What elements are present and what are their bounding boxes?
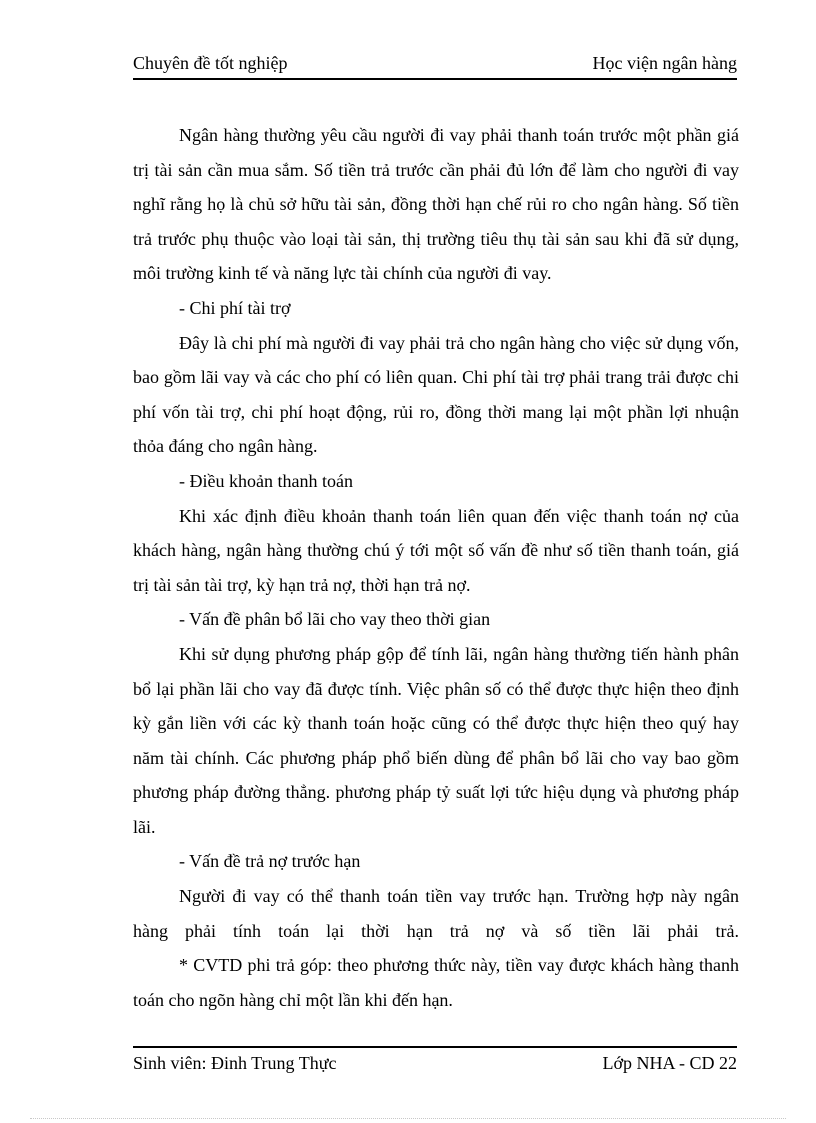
page-body bbox=[133, 118, 739, 1017]
paragraph-non-installment-loan: * CVTD phi trả góp: theo phương thức này, tiền vay được khách hàng thanh toán cho ngõn hàng chỉ một lần khi đến hạn. bbox=[133, 955, 739, 1010]
header-document-type: Chuyên đề tốt nghiệp bbox=[133, 53, 288, 73]
paragraph-financing-cost: Đây là chi phí mà người đi vay phải trả cho ngân hàng cho việc sử dụng vốn, bao gồm lãi vay và các cho phí có liên quan. Chi phí tài trợ phải trang trải được chi phí vốn tài trợ, chi phí hoạt động, rủi ro, đồng thời mang lại một phần lợi nhuận thỏa đáng cho ngân hàng. bbox=[133, 332, 739, 457]
item-heading-early-repayment: - Vấn đề trả nợ trước hạn bbox=[179, 851, 361, 872]
item-heading-interest-allocation: - Vấn đề phân bổ lãi cho vay theo thời gian bbox=[179, 609, 491, 630]
page-header bbox=[133, 50, 737, 80]
footer-student-name: Sinh viên: Đinh Trung Thực bbox=[133, 1053, 337, 1073]
paragraph-early-repayment: Người đi vay có thể thanh toán tiền vay trước hạn. Trường hợp này ngân hàng phải tính toán lại thời hạn trả nợ và số tiền lãi phải trả. bbox=[133, 886, 739, 941]
page-footer bbox=[133, 1046, 737, 1076]
header-institution: Học viện ngân hàng bbox=[592, 53, 737, 73]
item-heading-financing-cost: - Chi phí tài trợ bbox=[179, 297, 291, 318]
paragraph-down-payment: Ngân hàng thường yêu cầu người đi vay phải thanh toán trước một phần giá trị tài sản cần mua sắm. Số tiền trả trước cần phải đủ lớn để làm cho người đi vay nghĩ rằng họ là chủ sở hữu tài sản, đồng thời hạn chế rủi ro cho ngân hàng. Số tiền trả trước phụ thuộc vào loại tài sản, thị trường tiêu thụ tài sản sau khi đã sử dụng, môi trường kinh tế và năng lực tài chính của người đi vay. bbox=[133, 125, 739, 284]
footer-class-code: Lớp NHA - CD 22 bbox=[602, 1053, 737, 1073]
item-heading-payment-terms: - Điều khoản thanh toán bbox=[179, 470, 353, 491]
paragraph-interest-allocation: Khi sử dụng phương pháp gộp để tính lãi, ngân hàng thường tiến hành phân bổ lại phần lãi cho vay đã được tính. Việc phân số có thể được thực hiện theo định kỳ gắn liền với các kỳ thanh toán hoặc cũng có thể được thực hiện theo quý hay năm tài chính. Các phương pháp phổ biến dùng để phân bổ lãi cho vay bao gồm phương pháp đường thẳng. phương pháp tỷ suất lợi tức hiệu dụng và phương pháp lãi. bbox=[133, 643, 739, 837]
page-edge-divider bbox=[30, 1118, 786, 1119]
paragraph-payment-terms: Khi xác định điều khoản thanh toán liên quan đến việc thanh toán nợ của khách hàng, ngân hàng thường chú ý tới một số vấn đề như số tiền thanh toán, giá trị tài sản tài trợ, kỳ hạn trả nợ, thời hạn trả nợ. bbox=[133, 505, 739, 595]
